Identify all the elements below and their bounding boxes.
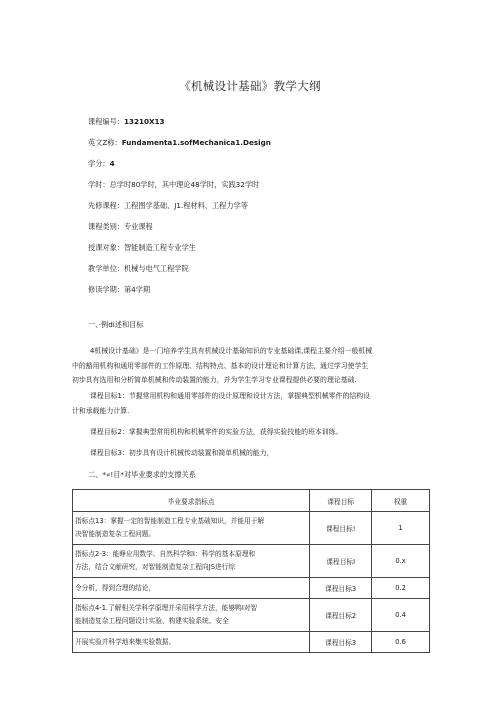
table-row	[73, 545, 430, 578]
requirement-cell: 指标点2-3：能睁应用数学、自然科学和I：科学的基本原理和 方法，结合文献研究，对智能制造复杂工程向JS进行综	[73, 545, 310, 578]
weight-cell: 0.4	[372, 599, 430, 632]
meta-semester: 修读学期：第4学期	[88, 285, 151, 294]
weight-cell: 1	[372, 512, 430, 545]
goal-cell: 课程目标3	[310, 578, 372, 599]
intro-paragraph	[72, 344, 432, 388]
meta-english-name: 英文Z称：Fundamenta1.sofMechanica1.Design	[88, 138, 271, 147]
meta-audience: 授课对象：智能制造工程专业学生	[88, 243, 196, 252]
goal-cell: 课程目标!	[310, 512, 372, 545]
header-weight: 权重	[372, 490, 430, 512]
intro-line: 4机械设计基础》是一门培养学生具有机械设计基础知识的专业基础课,课程主要介绍一般机械	[90, 347, 373, 355]
requirement-cell: 指标点4-1.了解相关学科学原理并采用科学方法，能够鸭I对智 能制造复杂工程问题设计实验、构建实验系统、安全	[73, 599, 310, 632]
goal1-line: 课程目标1：节握常用机构和通用零部件的设计原理和设计方法，掌握典型机械零件的结构设	[90, 392, 371, 400]
intro-line: 初步具有选用和分析简单机械和传动装置的能力，并为学生学习专业课程提供必要的理论基础.	[72, 376, 357, 384]
weight-cell: 0.6	[372, 632, 430, 653]
requirement-cell: 指标点13：掌握一定的智能制造工程专业基础知识，并能用于解 决智能制造复杂工程问题。	[73, 512, 310, 545]
meta-prerequisites: 先修课程：工程图学基础、J1.程材料、工程力学等	[88, 201, 248, 210]
table-row	[73, 632, 430, 653]
goal-cell: 课程目标I	[310, 545, 372, 578]
weight-cell: 0.2	[372, 578, 430, 599]
meta-course-category: 课程类别：专业课程	[88, 222, 153, 231]
table-row	[73, 599, 430, 632]
section-heading-support: 二、*«!目*对毕业要求的支撑关系	[88, 470, 196, 479]
header-indicator: 毕业要求指标点	[73, 490, 310, 512]
course-goal-3: 课程目标3：初步具有设计机械传动装置和简单机械的能力，	[90, 449, 274, 457]
meta-course-code: 课程编号：13210X13	[88, 117, 165, 126]
course-goal-2: 课程目标2：掌握典型常用机构和机械零件的实验方法，获得实验技能的班本训练。	[90, 428, 343, 436]
weight-cell: 0.x	[372, 545, 430, 578]
section-heading-overview: 一、·例di述和目标	[88, 320, 144, 329]
intro-line: 中的豁用机构和通用零部件的工作原理、结构特点、基本的设计理论和计算方法，通过学习使学生	[72, 361, 369, 370]
table-row	[73, 512, 430, 545]
requirement-cell: 令分析，得到合理的结论，	[73, 578, 310, 599]
meta-teaching-unit: 教学单位：机械与电气工程学院	[88, 264, 189, 273]
meta-hours: 学时：总学时80学时，其中理论48学时，实践32学时	[88, 180, 260, 189]
goal-cell: 课程目标2	[310, 599, 372, 632]
requirement-cell: 开展实验并科学地来集实验数据。	[73, 632, 310, 653]
table-header-row	[73, 490, 430, 512]
meta-credits: 学分：4	[88, 159, 115, 168]
header-course-goal: 课程目标	[310, 490, 372, 512]
goal-cell: 课程目标3	[310, 632, 372, 653]
table-row	[73, 578, 430, 599]
document-title: 《机械设计基础》教学大纲	[179, 79, 321, 93]
requirements-table	[72, 489, 430, 653]
goal1-line: 计和承载能力计算.	[72, 406, 130, 415]
course-goal-1	[72, 389, 432, 418]
